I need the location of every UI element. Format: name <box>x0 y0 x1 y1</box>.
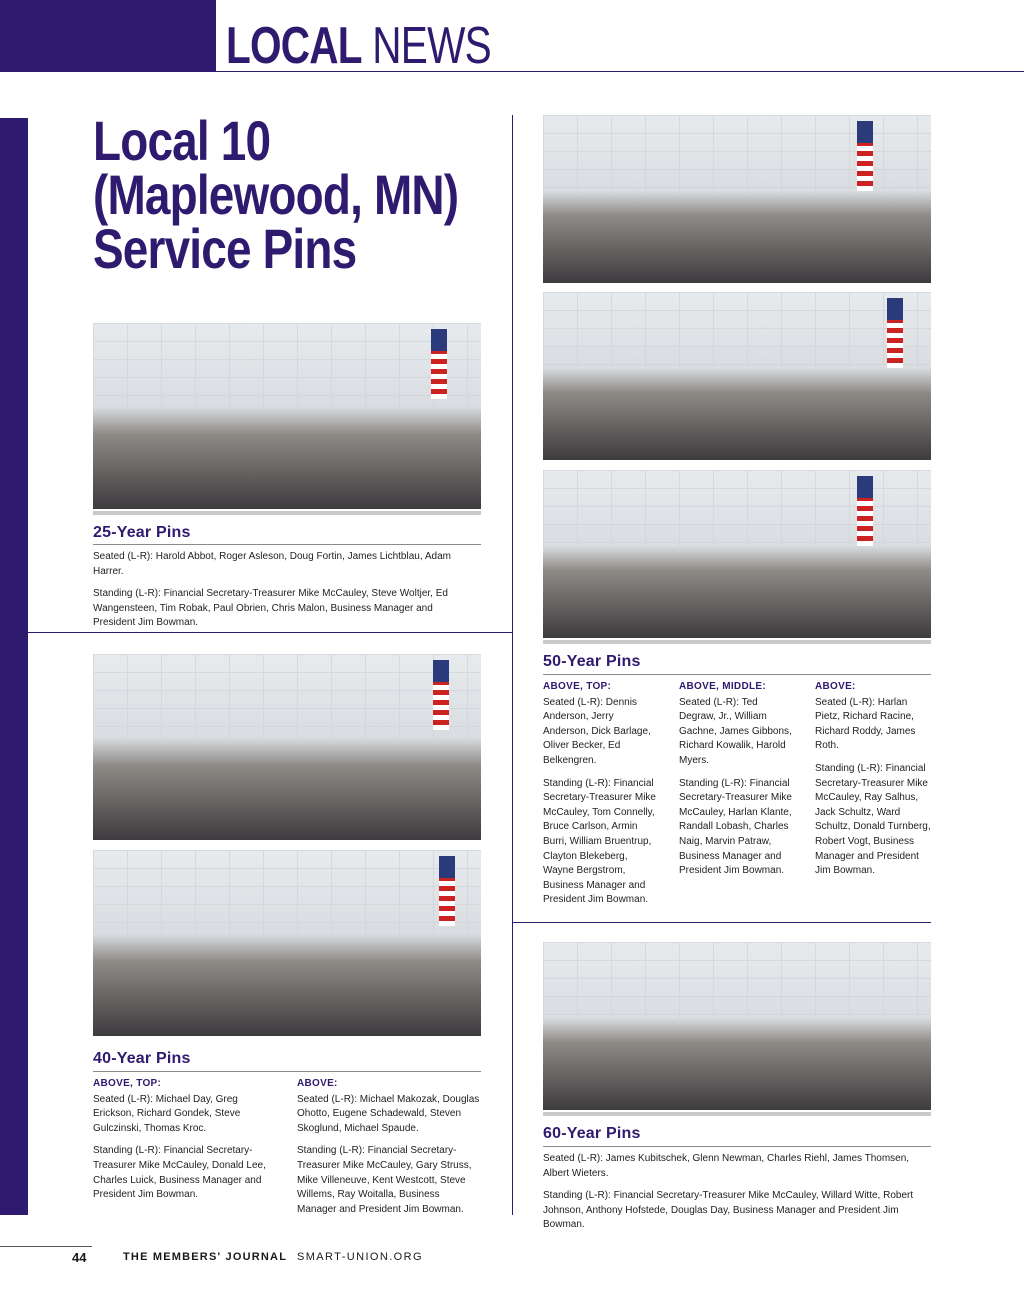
caption-seated: Seated (L-R): Michael Makozak, Douglas Ohotto, Eugene Schadewald, Steven Skoglund, Michael Spaude. <box>297 1093 480 1134</box>
caption-25-year <box>93 550 483 639</box>
caption-label: ABOVE: <box>297 1078 338 1089</box>
caption-label: ABOVE, TOP: <box>543 681 612 692</box>
photo-50-year-top <box>543 115 931 283</box>
article-title <box>93 109 459 280</box>
photo-25-year <box>93 323 481 509</box>
photo-40-year-bottom <box>93 850 481 1036</box>
footer-rule <box>0 1246 92 1247</box>
caption-seated: Seated (L-R): Harold Abbot, Roger Asleson, Doug Fortin, James Lichtblau, Adam Harrer. <box>93 551 451 577</box>
photo-40-year-top <box>93 654 481 840</box>
caption-standing: Standing (L-R): Financial Secretary-Treasurer Mike McCauley, Donald Lee, Charles Luick, Business Manager and President Jim Bowman. <box>93 1145 266 1201</box>
column-divider <box>512 115 513 1215</box>
caption-standing: Standing (L-R): Financial Secretary-Treasurer Mike McCauley, Steve Woltjer, Ed Wangensteen, Tim Robak, Paul Obrien, Chris Malon, Business Manager and President Jim Bowman. <box>93 588 448 629</box>
caption-50-year-middle <box>679 680 797 887</box>
sidebar-bar <box>0 118 28 1215</box>
heading-rule <box>93 544 481 545</box>
heading-40-year: 40-Year Pins <box>93 1050 191 1067</box>
website-url: SMART-UNION.ORG <box>297 1251 423 1263</box>
caption-standing: Standing (L-R): Financial Secretary-Treasurer Mike McCauley, Tom Connelly, Bruce Carlson, Armin Burri, William Bruentrup, Clayton Blekeberg, Wayne Bergstrom, Business Manager and President Jim Bowman. <box>543 777 656 906</box>
caption-standing: Standing (L-R): Financial Secretary-Treasurer Mike McCauley, Willard Witte, Robert Johnson, Anthony Hofstede, Douglas Day, Business Manager and President Jim Bowman. <box>543 1190 914 1231</box>
page-number: 44 <box>72 1250 87 1265</box>
heading-60-year: 60-Year Pins <box>543 1125 641 1142</box>
photo-50-year-middle <box>543 292 931 460</box>
caption-label: ABOVE: <box>815 681 856 692</box>
title-line-1: Local 10 <box>93 109 271 172</box>
photo-50-year-bottom <box>543 470 931 638</box>
title-line-3: Service Pins <box>93 217 357 280</box>
caption-seated: Seated (L-R): Michael Day, Greg Erickson, Richard Gondek, Steve Gulczinski, Thomas Kroc. <box>93 1093 241 1134</box>
caption-label: ABOVE, TOP: <box>93 1078 162 1089</box>
title-line-2: (Maplewood, MN) <box>93 163 459 226</box>
caption-60-year <box>543 1152 933 1241</box>
caption-seated: Seated (L-R): Harlan Pietz, Richard Racine, Richard Roddy, James Roth. <box>815 696 916 752</box>
caption-standing: Standing (L-R): Financial Secretary-Treasurer Mike McCauley, Ray Salhus, Jack Schultz, Ward Schultz, Donald Turnberg, Robert Vogt, Business Manager and President Jim Bowman. <box>815 762 931 877</box>
photo-rule <box>543 1112 931 1116</box>
caption-50-year-top <box>543 680 661 916</box>
caption-standing: Standing (L-R): Financial Secretary-Treasurer Mike McCauley, Harlan Klante, Randall Lobash, Charles Naig, Marvin Patraw, Business Manager and President Jim Bowman. <box>679 777 792 877</box>
right-section-divider <box>512 922 931 923</box>
header-color-bar <box>0 0 216 72</box>
section-label-light: NEWS <box>361 17 491 75</box>
heading-rule <box>543 1146 931 1147</box>
caption-standing: Standing (L-R): Financial Secretary-Treasurer Mike McCauley, Gary Struss, Mike Villeneuve, Kent Westcott, Steve Willems, Ray Woitalla, Business Manager and President Jim Bowman. <box>297 1145 472 1215</box>
section-label <box>226 18 491 74</box>
caption-seated: Seated (L-R): James Kubitschek, Glenn Newman, Charles Riehl, James Thomsen, Albert Wieters. <box>543 1153 910 1179</box>
caption-40-year-above <box>297 1077 481 1225</box>
caption-50-year-above <box>815 680 931 887</box>
caption-seated: Seated (L-R): Ted Degraw, Jr., William Gachne, James Gibbons, Richard Kowalik, Harold Myers. <box>679 696 792 766</box>
heading-rule <box>93 1071 481 1072</box>
caption-label: ABOVE, MIDDLE: <box>679 681 766 692</box>
heading-25-year: 25-Year Pins <box>93 524 191 541</box>
journal-name: THE MEMBERS' JOURNAL <box>123 1251 288 1263</box>
heading-rule <box>543 674 931 675</box>
caption-seated: Seated (L-R): Dennis Anderson, Jerry Anderson, Dick Barlage, Oliver Becker, Ed Belkengren. <box>543 696 651 766</box>
photo-rule <box>93 511 481 515</box>
caption-40-year-top <box>93 1077 273 1211</box>
photo-60-year <box>543 942 931 1110</box>
section-label-bold: LOCAL <box>226 17 362 75</box>
photo-rule <box>543 640 931 644</box>
heading-50-year: 50-Year Pins <box>543 653 641 670</box>
